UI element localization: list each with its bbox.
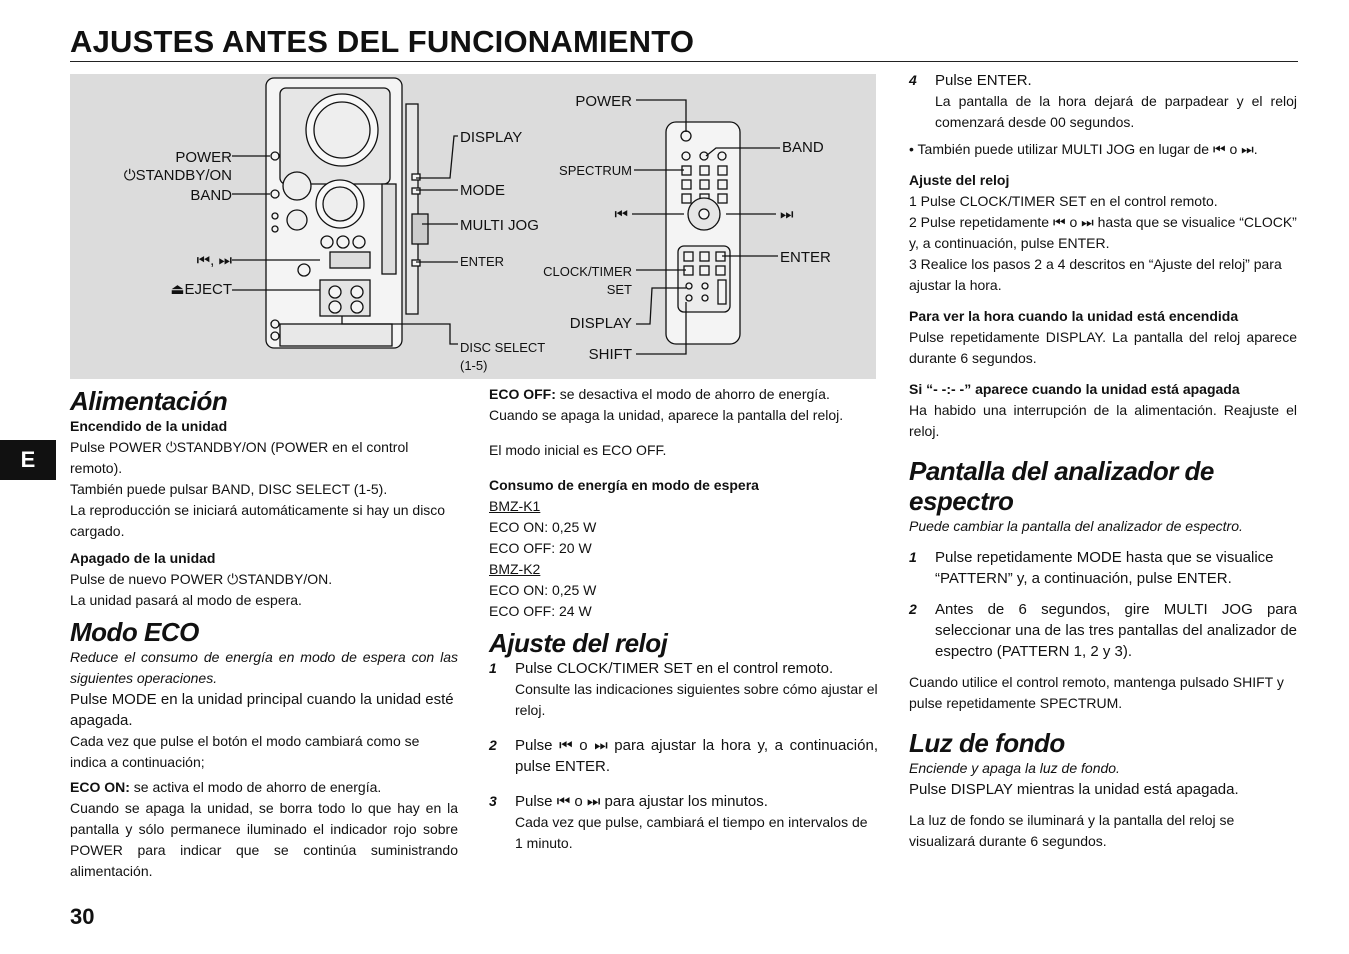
title-rule <box>70 61 1298 62</box>
column-3 <box>909 70 1297 852</box>
remote-label-shift: SHIFT <box>588 346 632 363</box>
reloj-step-2 <box>489 735 878 777</box>
text-apagado-2: La unidad pasará al modo de espera. <box>70 592 302 608</box>
reloj-step-1 <box>489 658 878 721</box>
device-figure <box>70 74 876 379</box>
heading-ajuste-reloj: Ajuste del reloj <box>489 628 668 658</box>
text-ajuste-3: 3 Realice los pasos 2 a 4 descritos en “Ajuste del reloj” para ajustar la hora. <box>909 256 1282 293</box>
remote-label-clock-timer: CLOCK/TIMER <box>543 264 632 279</box>
text-eco-instr: Pulse MODE en la unidad principal cuando la unidad esté apagada. <box>70 691 454 729</box>
remote-label-spectrum: SPECTRUM <box>559 163 632 178</box>
remote-label-set: SET <box>606 282 632 297</box>
step-number: 1 <box>489 660 497 676</box>
model-1-on: ECO ON: 0,25 W <box>489 519 597 535</box>
step-text: Pulse ⏮ o ⏭ para ajustar los minutos. <box>515 793 768 810</box>
step-subtext: La pantalla de la hora dejará de parpadear y el reloj comenzará desde 00 segundos. <box>935 93 1297 130</box>
step-text: Pulse CLOCK/TIMER SET en el control remoto. <box>515 660 834 677</box>
page-title: AJUSTES ANTES DEL FUNCIONAMIENTO <box>70 24 695 59</box>
text-eco-on-detail: Cuando se apaga la unidad, se borra todo lo que hay en la pantalla y sólo permanece iluminado el indicador rojo sobre POWER para indicar que se continúa suministrando alimentación. <box>70 800 458 879</box>
reloj-step-3 <box>489 791 878 854</box>
text-eco-intro: Reduce el consumo de energía en modo de espera con las siguientes operaciones. <box>70 649 458 686</box>
step-number: 3 <box>489 793 497 809</box>
subheading-si-aparece: Si “- -:- -” aparece cuando la unidad está apagada <box>909 381 1240 397</box>
step-subtext: Consulte las indicaciones siguientes sobre cómo ajustar el reloj. <box>515 681 878 718</box>
device-illustration <box>70 74 876 379</box>
text-ver-hora: Pulse repetidamente DISPLAY. La pantalla del reloj aparece durante 6 segundos. <box>909 329 1297 366</box>
eco-off-label: ECO OFF: <box>489 386 556 402</box>
heading-modo-eco: Modo ECO <box>70 617 199 647</box>
text-luz-instr: Pulse DISPLAY mientras la unidad está apagada. <box>909 781 1239 798</box>
remote-label-enter: ENTER <box>780 249 831 266</box>
step-text: Pulse repetidamente MODE hasta que se visualice “PATTERN” y, a continuación, pulse ENTER. <box>935 549 1274 587</box>
label-enter: ENTER <box>460 254 505 269</box>
step-text: Pulse ⏮ o ⏭ para ajustar la hora y, a continuación, pulse ENTER. <box>515 737 878 775</box>
label-skip: ⏮, ⏭ <box>196 252 232 269</box>
text-eco-off-detail: Cuando se apaga la unidad, aparece la pantalla del reloj. <box>489 407 844 423</box>
heading-espectro: Pantalla del analizador de espectro <box>909 456 1214 516</box>
column-1 <box>70 386 458 882</box>
heading-alimentacion: Alimentación <box>70 386 228 416</box>
model-2-off: ECO OFF: 24 W <box>489 603 592 619</box>
step-number: 4 <box>909 72 917 88</box>
text-eco-off <box>489 384 878 405</box>
model-2-on: ECO ON: 0,25 W <box>489 582 597 598</box>
espectro-step-1 <box>909 547 1297 589</box>
subheading-encendido: Encendido de la unidad <box>70 418 228 434</box>
label-display: DISPLAY <box>460 129 523 146</box>
text-multi-jog-bullet: • También puede utilizar MULTI JOG en lugar de ⏮ o ⏭. <box>909 141 1258 157</box>
column-2 <box>489 384 878 854</box>
label-disc-select: DISC SELECT <box>460 340 546 355</box>
subheading-apagado: Apagado de la unidad <box>70 550 216 566</box>
text-ajuste-2: 2 Pulse repetidamente ⏮ o ⏭ hasta que se visualice “CLOCK” y, a continuación, pulse ENTER. <box>909 214 1297 251</box>
text-espectro-note: Cuando utilice el control remoto, mantenga pulsado SHIFT y pulse repetidamente SPECTRUM. <box>909 674 1284 711</box>
page-number: 30 <box>70 904 95 929</box>
subheading-ajuste-reloj: Ajuste del reloj <box>909 172 1010 188</box>
step-subtext: Cada vez que pulse, cambiará el tiempo en intervalos de 1 minuto. <box>515 814 868 851</box>
remote-label-power: POWER <box>575 93 632 110</box>
text-encendido-3: La reproducción se iniciará automáticamente si hay un disco cargado. <box>70 502 446 539</box>
label-eject: ⏏EJECT <box>170 281 232 298</box>
model-1-off: ECO OFF: 20 W <box>489 540 592 556</box>
step-text: Antes de 6 segundos, gire MULTI JOG para seleccionar una de las tres pantallas del analizador de espectro (PATTERN 1, 2 y 3). <box>935 601 1297 660</box>
eco-off-text: se desactiva el modo de ahorro de energía. <box>559 386 830 402</box>
text-luz-note: La luz de fondo se iluminará y la pantalla del reloj se visualizará durante 6 segundos. <box>909 812 1235 849</box>
heading-luz-fondo: Luz de fondo <box>909 728 1065 758</box>
remote-label-display: DISPLAY <box>569 315 632 332</box>
model-2-name: BMZ-K2 <box>489 561 541 577</box>
remote-label-prev: ⏮ <box>614 206 628 223</box>
main-unit <box>266 78 428 348</box>
text-encendido-2: También puede pulsar BAND, DISC SELECT (1-5). <box>70 481 388 497</box>
text-ajuste-1: 1 Pulse CLOCK/TIMER SET en el control remoto. <box>909 193 1218 209</box>
text-eco-each: Cada vez que pulse el botón el modo cambiará como se indica a continuación; <box>70 733 420 770</box>
subheading-consumo: Consumo de energía en modo de espera <box>489 477 759 493</box>
text-encendido-1: Pulse POWER ⏻STANDBY/ON (POWER en el control remoto). <box>70 439 409 476</box>
label-mode: MODE <box>460 182 505 199</box>
label-disc-select-range: (1-5) <box>460 358 488 373</box>
label-standby: ⏻STANDBY/ON <box>123 167 232 184</box>
label-multi-jog: MULTI JOG <box>460 217 539 234</box>
text-initial-mode: El modo inicial es ECO OFF. <box>489 442 667 458</box>
text-eco-on <box>70 777 458 798</box>
step-number: 1 <box>909 549 917 565</box>
reloj-step-4 <box>909 70 1297 133</box>
eco-on-text: se activa el modo de ahorro de energía. <box>133 779 382 795</box>
remote-label-band: BAND <box>782 139 824 156</box>
step-text: Pulse ENTER. <box>935 72 1032 89</box>
model-1-name: BMZ-K1 <box>489 498 541 514</box>
espectro-step-2 <box>909 599 1297 662</box>
step-number: 2 <box>909 601 917 617</box>
label-band: BAND <box>190 187 232 204</box>
label-power: POWER <box>175 149 232 166</box>
eco-on-label: ECO ON: <box>70 779 130 795</box>
text-si-aparece: Ha habido una interrupción de la alimentación. Reajuste el reloj. <box>909 402 1297 439</box>
remote-control <box>666 122 740 344</box>
text-luz-intro: Enciende y apaga la luz de fondo. <box>909 760 1120 776</box>
text-apagado-1: Pulse de nuevo POWER ⏻STANDBY/ON. <box>70 571 333 587</box>
subheading-ver-hora: Para ver la hora cuando la unidad está encendida <box>909 308 1239 324</box>
language-tab: E <box>0 440 56 480</box>
step-number: 2 <box>489 737 497 753</box>
text-espectro-intro: Puede cambiar la pantalla del analizador de espectro. <box>909 518 1243 534</box>
remote-label-next: ⏭ <box>780 206 794 223</box>
